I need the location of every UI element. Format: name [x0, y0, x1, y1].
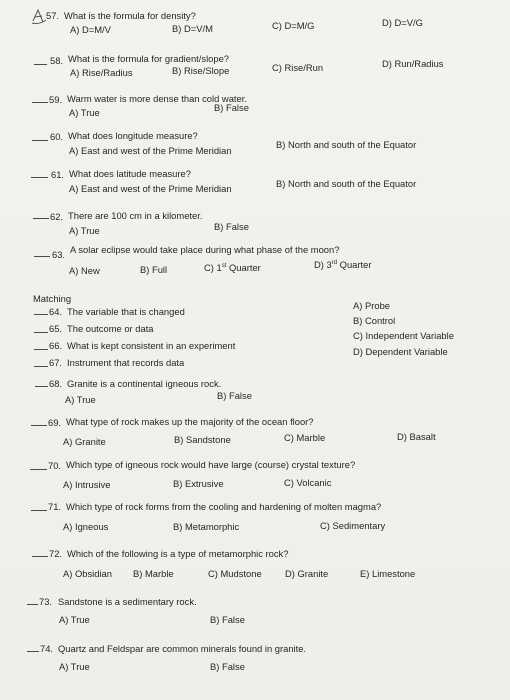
question-57-option-d: D) D=V/G: [382, 17, 423, 28]
answer-blank-67[interactable]: [34, 366, 48, 367]
question-74-number: 74.: [40, 643, 54, 654]
question-70-option-b: B) Extrusive: [173, 478, 224, 489]
answer-blank-64[interactable]: [34, 314, 48, 315]
answer-blank-60[interactable]: [32, 140, 48, 141]
question-71-number: 71.: [48, 501, 62, 512]
answer-blank-72[interactable]: [32, 556, 48, 557]
question-69-option-c: C) Marble: [284, 432, 326, 443]
answer-blank-70[interactable]: [30, 469, 47, 470]
matching-choice-a: A) Probe: [353, 300, 390, 311]
question-73-number: 73.: [39, 596, 53, 607]
question-69-option-a: A) Granite: [63, 436, 106, 447]
question-57-option-c: C) D=M/G: [272, 20, 315, 31]
question-59-option-b: B) False: [214, 102, 249, 113]
pen-mark-scribble: [31, 7, 47, 25]
matching-67-number: 67.: [49, 357, 63, 368]
question-69-number: 69.: [48, 417, 62, 428]
matching-choice-b: B) Control: [353, 315, 396, 326]
question-71-option-b: B) Metamorphic: [173, 521, 240, 532]
question-68-option-b: B) False: [217, 390, 252, 401]
question-59-prompt: Warm water is more dense than cold water.: [67, 93, 247, 104]
question-57-option-a: A) D=M/V: [70, 24, 111, 35]
question-70-prompt: Which type of igneous rock would have large (course) crystal texture?: [66, 459, 356, 470]
question-58-option-b: B) Rise/Slope: [172, 65, 230, 76]
answer-blank-71[interactable]: [31, 510, 47, 511]
matching-66-number: 66.: [49, 340, 63, 351]
question-71-option-a: A) Igneous: [63, 521, 109, 532]
matching-choice-d: D) Dependent Variable: [353, 346, 448, 357]
answer-blank-62[interactable]: [33, 218, 49, 219]
question-63-option-c: C) 1st Quarter: [204, 262, 261, 273]
answer-blank-65[interactable]: [34, 332, 48, 333]
question-59-option-a: A) True: [69, 107, 100, 118]
answer-blank-66[interactable]: [34, 349, 48, 350]
question-72-number: 72.: [49, 548, 63, 559]
question-71-prompt: Which type of rock forms from the cooling and hardening of molten magma?: [66, 501, 382, 512]
question-58-prompt: What is the formula for gradient/slope?: [68, 53, 230, 64]
matching-64-number: 64.: [49, 306, 63, 317]
question-68-prompt: Granite is a continental igneous rock.: [67, 378, 222, 389]
question-70-option-a: A) Intrusive: [63, 479, 111, 490]
answer-blank-59[interactable]: [32, 102, 48, 103]
question-58-option-a: A) Rise/Radius: [70, 67, 133, 78]
matching-choice-c: C) Independent Variable: [353, 330, 454, 341]
ordinal-suffix: st: [221, 262, 227, 269]
question-61-prompt: What does latitude measure?: [69, 168, 191, 179]
question-74-option-b: B) False: [210, 661, 245, 672]
question-72-option-c: C) Mudstone: [208, 568, 262, 579]
question-60-prompt: What does longitude measure?: [68, 130, 198, 141]
matching-66-text: What is kept consistent in an experiment: [67, 340, 236, 351]
question-60-number: 60.: [50, 131, 64, 142]
question-74-prompt: Quartz and Feldspar are common minerals found in granite.: [58, 643, 307, 654]
question-69-option-b: B) Sandstone: [174, 434, 231, 445]
question-58-number: 58.: [50, 55, 64, 66]
answer-blank-63[interactable]: [34, 256, 50, 257]
answer-blank-73[interactable]: [27, 604, 38, 605]
question-62-number: 62.: [50, 211, 64, 222]
question-69-option-d: D) Basalt: [397, 431, 436, 442]
answer-blank-58[interactable]: [34, 64, 47, 65]
answer-blank-68[interactable]: [35, 386, 48, 387]
question-72-option-e: E) Limestone: [360, 568, 416, 579]
question-62-prompt: There are 100 cm in a kilometer.: [68, 210, 203, 221]
question-63-number: 63.: [52, 249, 66, 260]
question-57-prompt: What is the formula for density?: [64, 10, 196, 21]
question-62-option-b: B) False: [214, 221, 249, 232]
question-68-option-a: A) True: [65, 394, 96, 405]
question-57-option-b: B) D=V/M: [172, 23, 213, 34]
answer-blank-74[interactable]: [27, 651, 39, 652]
question-72-option-b: B) Marble: [133, 568, 174, 579]
question-60-option-b: B) North and south of the Equator: [276, 139, 417, 150]
question-61-number: 61.: [51, 169, 65, 180]
question-63-prompt: A solar eclipse would take place during what phase of the moon?: [70, 244, 340, 255]
question-69-prompt: What type of rock makes up the majority of the ocean floor?: [66, 416, 314, 427]
question-61-option-a: A) East and west of the Prime Meridian: [69, 183, 232, 194]
answer-blank-69[interactable]: [31, 425, 47, 426]
question-70-number: 70.: [48, 460, 62, 471]
question-57-number: 57.: [46, 10, 60, 21]
question-72-option-d: D) Granite: [285, 568, 329, 579]
matching-heading: Matching: [33, 293, 72, 304]
question-68-number: 68.: [49, 378, 63, 389]
question-72-prompt: Which of the following is a type of metamorphic rock?: [67, 548, 289, 559]
matching-65-number: 65.: [49, 323, 63, 334]
question-74-option-a: A) True: [59, 661, 90, 672]
ordinal-suffix: rd: [331, 259, 338, 266]
question-58-option-c: C) Rise/Run: [272, 62, 324, 73]
question-72-option-a: A) Obsidian: [63, 568, 112, 579]
question-63-option-d: D) 3rd Quarter: [314, 259, 372, 270]
question-62-option-a: A) True: [69, 225, 100, 236]
question-63-option-a: A) New: [69, 265, 100, 276]
matching-67-text: Instrument that records data: [67, 357, 185, 368]
matching-64-text: The variable that is changed: [67, 306, 185, 317]
matching-65-text: The outcome or data: [67, 323, 154, 334]
question-58-option-d: D) Run/Radius: [382, 58, 444, 69]
question-71-option-c: C) Sedimentary: [320, 520, 386, 531]
question-73-prompt: Sandstone is a sedimentary rock.: [58, 596, 197, 607]
question-63-option-b: B) Full: [140, 264, 168, 275]
question-61-option-b: B) North and south of the Equator: [276, 178, 417, 189]
question-60-option-a: A) East and west of the Prime Meridian: [69, 145, 232, 156]
answer-blank-61[interactable]: [31, 177, 48, 178]
question-70-option-c: C) Volcanic: [284, 477, 332, 488]
question-73-option-a: A) True: [59, 614, 90, 625]
question-59-number: 59.: [49, 94, 63, 105]
question-73-option-b: B) False: [210, 614, 245, 625]
